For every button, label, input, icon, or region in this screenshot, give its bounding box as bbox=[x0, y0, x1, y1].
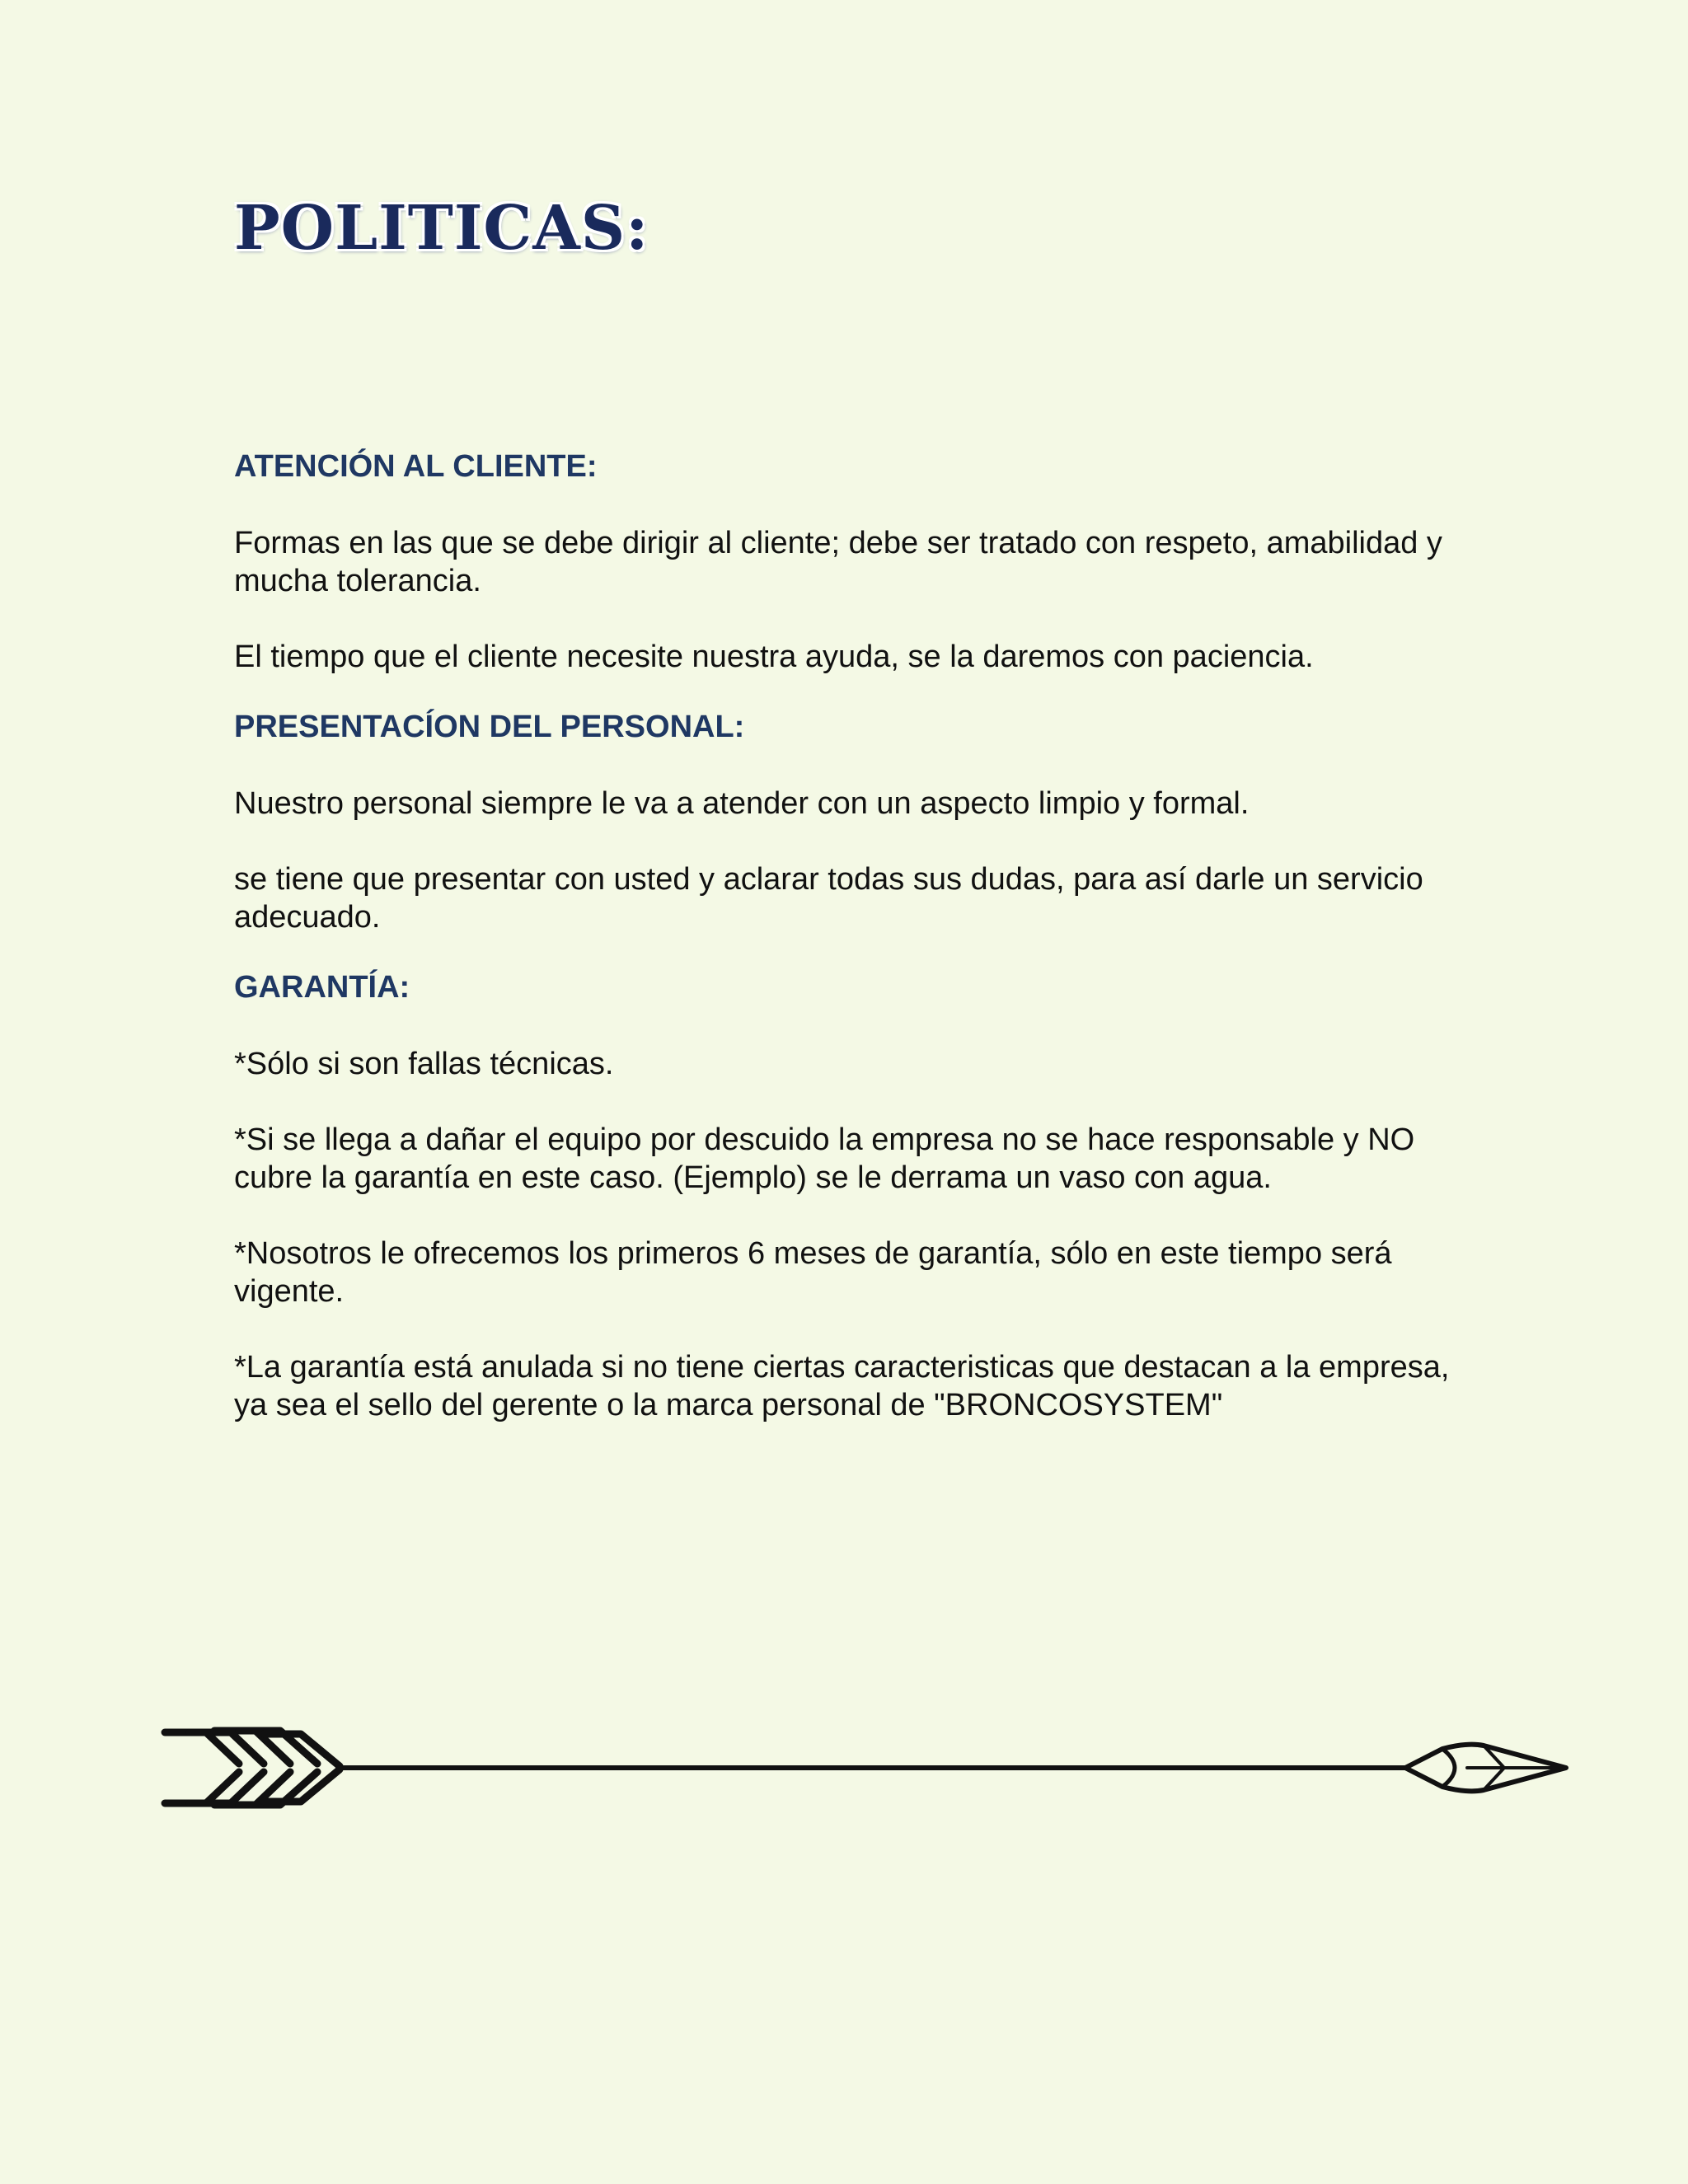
paragraph-garantia-4: *La garantía está anulada si no tiene ciertas caracteristicas que destacan a la empresa, ya sea el sello del gerente o la marca personal de "BRONCOSYSTEM" bbox=[234, 1350, 1450, 1422]
arrow-divider-icon bbox=[148, 1722, 1574, 1813]
section-heading-atencion: ATENCIÓN AL CLIENTE: bbox=[234, 449, 598, 484]
section-heading-presentacion: PRESENTACÍON DEL PERSONAL: bbox=[234, 710, 745, 744]
policies-content bbox=[234, 447, 1454, 1462]
paragraph-garantia-2: *Si se llega a dañar el equipo por descuido la empresa no se hace responsable y NO cubre la garantía en este caso. (Ejemplo) se le derrama un vaso con agua. bbox=[234, 1122, 1415, 1195]
paragraph-garantia-1: *Sólo si son fallas técnicas. bbox=[234, 1047, 614, 1081]
page-title: POLITICAS: bbox=[234, 193, 649, 264]
section-heading-garantia: GARANTÍA: bbox=[234, 970, 410, 1005]
paragraph-presentacion-1: Nuestro personal siempre le va a atender con un aspecto limpio y formal. bbox=[234, 786, 1250, 821]
paragraph-atencion-2: El tiempo que el cliente necesite nuestra ayuda, se la daremos con paciencia. bbox=[234, 640, 1314, 674]
paragraph-atencion-1: Formas en las que se debe dirigir al cliente; debe ser tratado con respeto, amabilidad y mucha tolerancia. bbox=[234, 526, 1442, 598]
paragraph-garantia-3: *Nosotros le ofrecemos los primeros 6 meses de garantía, sólo en este tiempo será vigente. bbox=[234, 1236, 1392, 1309]
paragraph-presentacion-2: se tiene que presentar con usted y aclarar todas sus dudas, para así darle un servicio adecuado. bbox=[234, 862, 1423, 935]
